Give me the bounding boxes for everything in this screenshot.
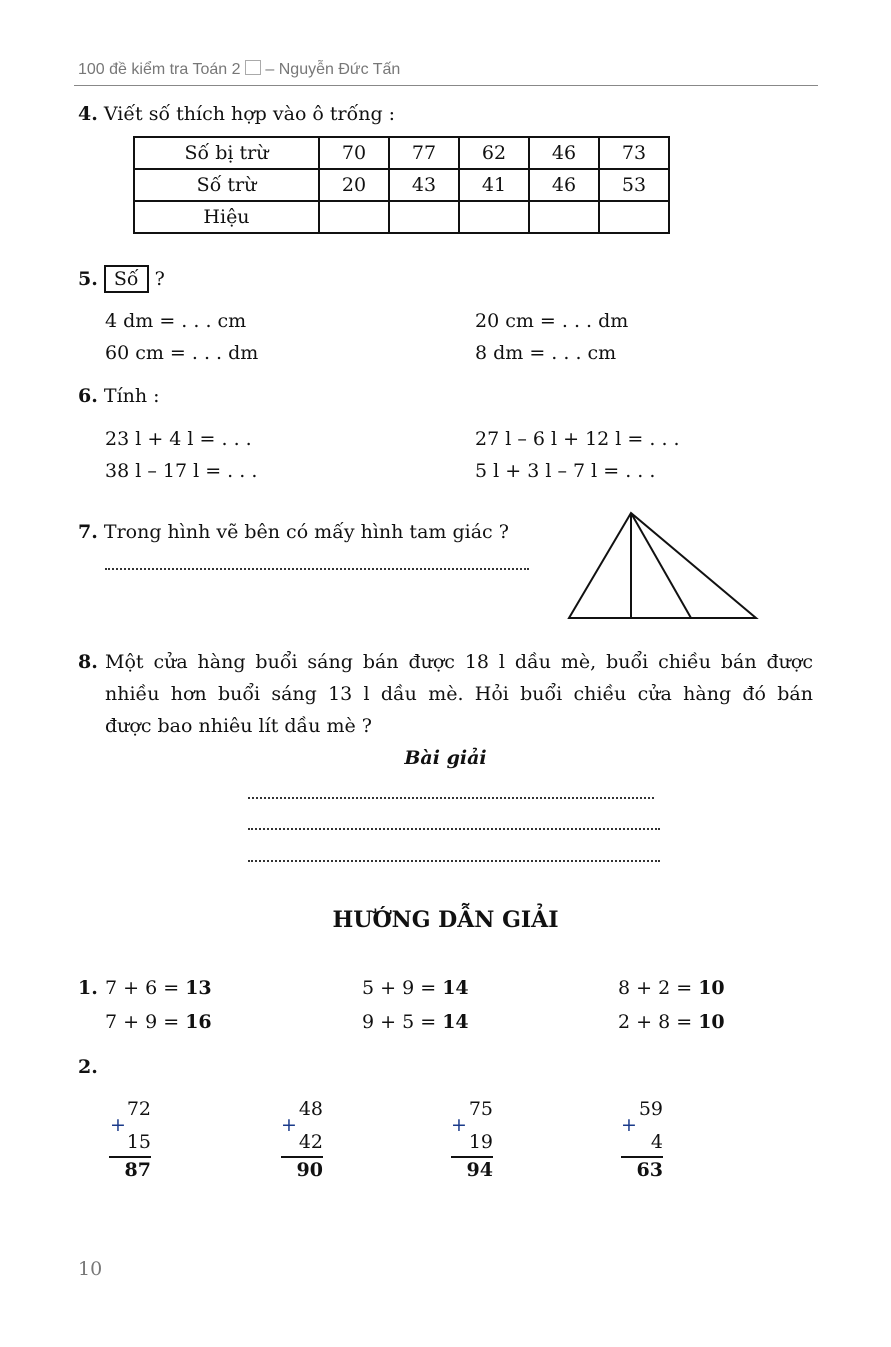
answer-item [362, 1011, 469, 1033]
cell: 46 [529, 169, 599, 201]
q-number: 6. [78, 385, 98, 407]
addend: 75 [468, 1098, 493, 1120]
addend: 59 [638, 1098, 663, 1120]
cell: 43 [389, 169, 459, 201]
column-addition [273, 1098, 323, 1188]
plus-sign: + [110, 1114, 126, 1136]
ans: 16 [185, 1011, 212, 1033]
calc-item: 27 l – 6 l + 12 l = . . . [475, 428, 680, 450]
calc-item: 5 l + 3 l – 7 l = . . . [475, 460, 656, 482]
question-4 [78, 103, 395, 125]
addend: 72 [126, 1098, 151, 1120]
sum-result: 63 [636, 1159, 663, 1181]
question-6 [78, 385, 160, 407]
cell: 46 [529, 137, 599, 169]
addend: 4 [650, 1131, 663, 1153]
addend: 19 [468, 1131, 493, 1153]
conversion-item: 4 dm = . . . cm [105, 310, 247, 332]
addend: 15 [126, 1131, 151, 1153]
ans: 14 [442, 1011, 469, 1033]
expr: 9 + 5 = [362, 1011, 437, 1033]
q-number: 4. [78, 103, 98, 125]
sum-result: 87 [124, 1159, 151, 1181]
answer-item [618, 1011, 725, 1033]
book-logo-icon [245, 60, 261, 75]
q-mark: ? [154, 268, 165, 290]
question-8 [78, 651, 98, 673]
q-text: Viết số thích hợp vào ô trống : [103, 103, 396, 125]
expr: 7 + 6 = [105, 977, 180, 999]
q-text-line: nhiều hơn buổi sáng 13 l dầu mè. Hỏi buổi chiều cửa hàng đó bán [105, 683, 813, 705]
sum-result: 94 [466, 1159, 493, 1181]
question-5 [78, 268, 165, 290]
q-number: 7. [78, 521, 98, 543]
row-label: Số trừ [134, 169, 319, 201]
cell: 53 [599, 169, 669, 201]
q-text-line: Một cửa hàng buổi sáng bán được 18 l dầu mè, buổi chiều bán được [105, 651, 813, 673]
cell: 70 [319, 137, 389, 169]
plus-sign: + [451, 1114, 467, 1136]
answer-number: 2. [78, 1056, 98, 1078]
subtraction-table [133, 136, 670, 234]
expr: 8 + 2 = [618, 977, 693, 999]
cell: 41 [459, 169, 529, 201]
column-addition [443, 1098, 493, 1188]
row-label: Hiệu [134, 201, 319, 233]
answer-item [105, 977, 212, 999]
plus-sign: + [281, 1114, 297, 1136]
empty-cell [599, 201, 669, 233]
cell: 73 [599, 137, 669, 169]
column-addition [613, 1098, 663, 1188]
running-header [78, 60, 400, 79]
table-row [134, 169, 669, 201]
guide-title: HƯỚNG DẪN GIẢI [332, 907, 559, 933]
sum-result: 90 [296, 1159, 323, 1181]
plus-sign: + [621, 1114, 637, 1136]
addend: 42 [298, 1131, 323, 1153]
empty-cell [459, 201, 529, 233]
q-number: 8. [78, 651, 98, 673]
triangle-figure [560, 505, 765, 625]
answer-line [248, 828, 660, 830]
addend: 48 [298, 1098, 323, 1120]
ans: 13 [185, 977, 212, 999]
answer-line [105, 568, 529, 570]
question-7 [78, 521, 509, 543]
answer-item [362, 977, 469, 999]
table-row [134, 137, 669, 169]
row-label: Số bị trừ [134, 137, 319, 169]
q-text: Tính : [103, 385, 160, 407]
ans: 14 [442, 977, 469, 999]
expr: 2 + 8 = [618, 1011, 693, 1033]
q-number: 5. [78, 268, 98, 290]
calc-item: 23 l + 4 l = . . . [105, 428, 252, 450]
so-box: Số [104, 265, 149, 293]
ans: 10 [698, 1011, 725, 1033]
book-title: 100 đề kiểm tra Toán 2 [78, 61, 241, 78]
expr: 7 + 9 = [105, 1011, 180, 1033]
conversion-item: 8 dm = . . . cm [475, 342, 617, 364]
empty-cell [529, 201, 599, 233]
ans: 10 [698, 977, 725, 999]
calc-item: 38 l – 17 l = . . . [105, 460, 258, 482]
q-text: Trong hình vẽ bên có mấy hình tam giác ? [103, 521, 509, 543]
page-number: 10 [78, 1258, 103, 1280]
conversion-item: 20 cm = . . . dm [475, 310, 629, 332]
answer-item [618, 977, 725, 999]
cell: 77 [389, 137, 459, 169]
answer-number: 1. [78, 977, 98, 999]
conversion-item: 60 cm = . . . dm [105, 342, 259, 364]
empty-cell [389, 201, 459, 233]
answer-line [248, 797, 654, 799]
answer-item [105, 1011, 212, 1033]
empty-cell [319, 201, 389, 233]
cell: 62 [459, 137, 529, 169]
header-divider [74, 85, 818, 86]
book-author: – Nguyễn Đức Tấn [265, 61, 401, 78]
column-addition [101, 1098, 151, 1188]
q-text-line: được bao nhiêu lít dầu mè ? [105, 715, 372, 737]
cell: 20 [319, 169, 389, 201]
table-row [134, 201, 669, 233]
answer-line [248, 860, 660, 862]
solution-label: Bài giải [404, 747, 487, 769]
expr: 5 + 9 = [362, 977, 437, 999]
